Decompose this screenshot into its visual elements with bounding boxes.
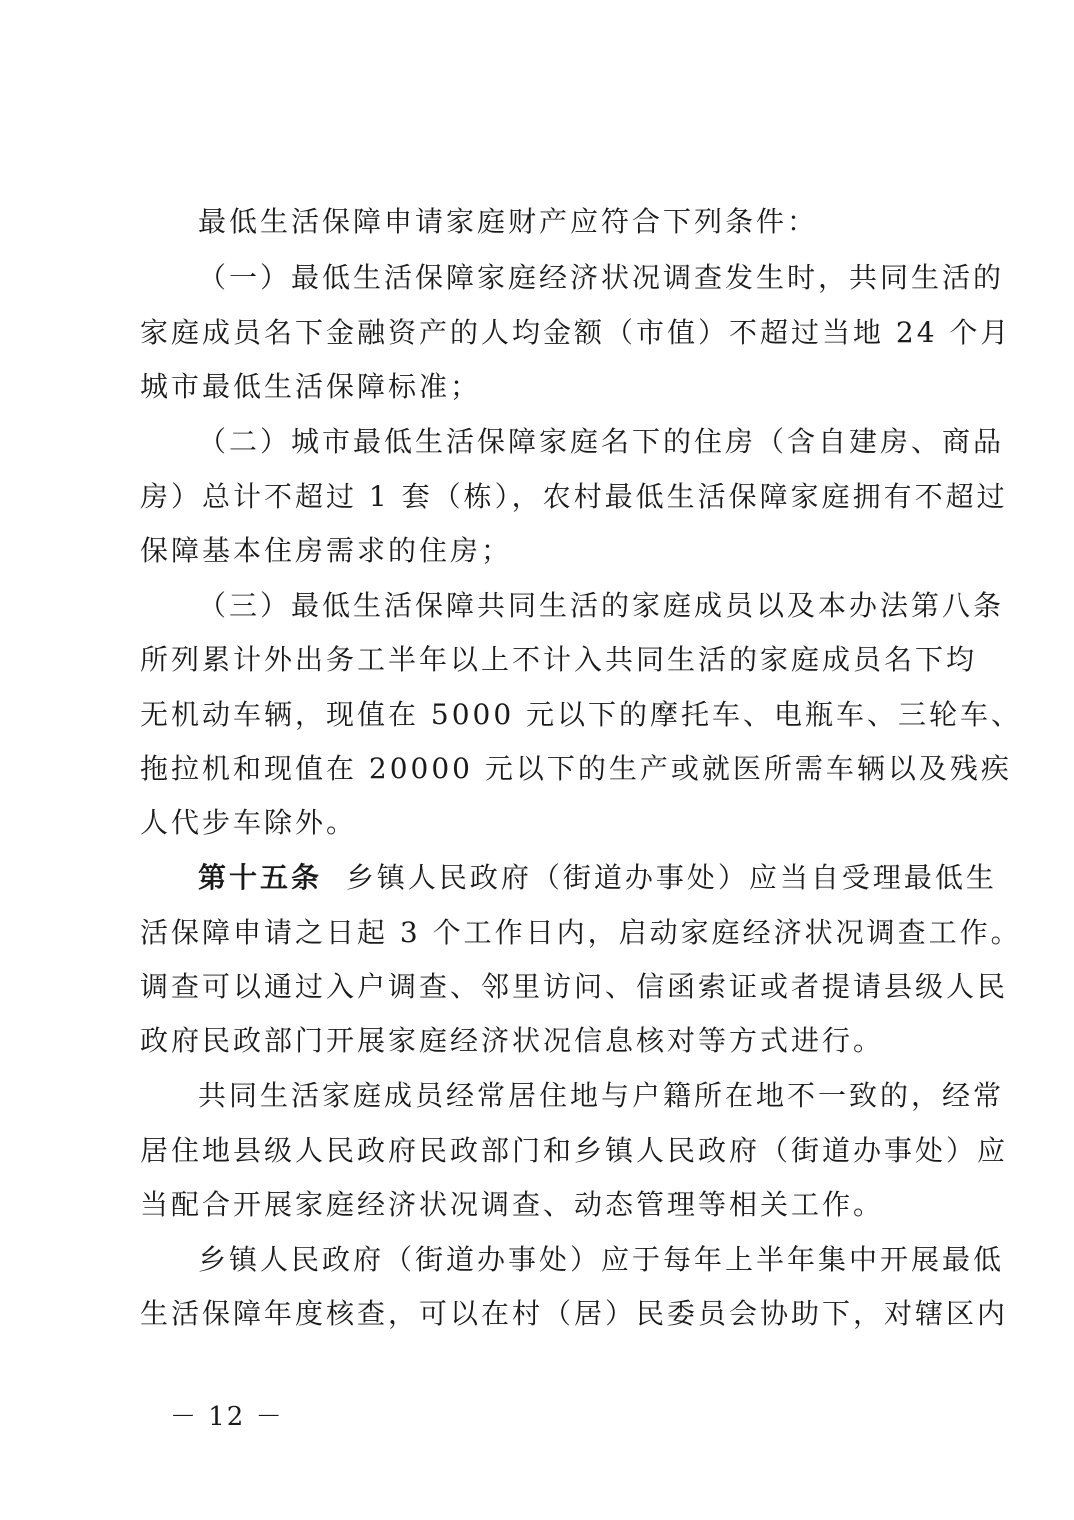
paragraph-condition-2-line-3: 保障基本住房需求的住房； — [140, 534, 513, 567]
paragraph-condition-2-line-1: （二）城市最低生活保障家庭名下的住房（含自建房、商品 — [198, 425, 1005, 458]
paragraph-annual-review-line-2: 生活保障年度核查，可以在村（居）民委员会协助下，对辖区内 — [140, 1297, 1009, 1330]
paragraph-condition-3-line-4: 拖拉机和现值在 20000 元以下的生产或就医所需车辆以及残疾 — [140, 752, 1012, 785]
paragraph-annual-review-line-1: 乡镇人民政府（街道办事处）应于每年上半年集中开展最低 — [198, 1243, 1005, 1276]
paragraph-article-15-line-3: 调查可以通过入户调查、邻里访问、信函索证或者提请县级人民 — [140, 970, 1009, 1003]
paragraph-article-15-line-4: 政府民政部门开展家庭经济状况信息核对等方式进行。 — [140, 1024, 885, 1057]
paragraph-condition-3-line-5: 人代步车除外。 — [140, 806, 358, 839]
paragraph-condition-3-line-1: （三）最低生活保障共同生活的家庭成员以及本办法第八条 — [198, 589, 1005, 622]
paragraph-article-15-line-2: 活保障申请之日起 3 个工作日内，启动家庭经济状况调查工作。 — [140, 916, 1022, 949]
paragraph-condition-1-line-1: （一）最低生活保障家庭经济状况调查发生时，共同生活的 — [198, 261, 1005, 294]
paragraph-residence-line-1: 共同生活家庭成员经常居住地与户籍所在地不一致的，经常 — [198, 1079, 1005, 1112]
article-15-text: 乡镇人民政府（街道办事处）应当自受理最低生 — [345, 861, 997, 894]
paragraph-condition-1-line-3: 城市最低生活保障标准； — [140, 370, 482, 403]
paragraph-property-conditions-intro: 最低生活保障申请家庭财产应符合下列条件： — [198, 205, 819, 238]
paragraph-condition-3-line-3: 无机动车辆，现值在 5000 元以下的摩托车、电瓶车、三轮车、 — [140, 698, 1023, 731]
paragraph-residence-line-3: 当配合开展家庭经济状况调查、动态管理等相关工作。 — [140, 1188, 885, 1221]
paragraph-condition-3-line-2: 所列累计外出务工半年以上不计入共同生活的家庭成员名下均 — [140, 643, 978, 676]
paragraph-residence-line-2: 居住地县级人民政府民政部门和乡镇人民政府（街道办事处）应 — [140, 1134, 1009, 1167]
page-number: － 12 － — [170, 1402, 284, 1432]
paragraph-condition-1-line-2: 家庭成员名下金融资产的人均金额（市值）不超过当地 24 个月 — [140, 316, 1012, 349]
paragraph-article-15-line-1 — [198, 858, 997, 898]
paragraph-condition-2-line-2: 房）总计不超过 1 套（栋），农村最低生活保障家庭拥有不超过 — [140, 480, 1008, 513]
article-heading: 第十五条 — [198, 861, 323, 894]
